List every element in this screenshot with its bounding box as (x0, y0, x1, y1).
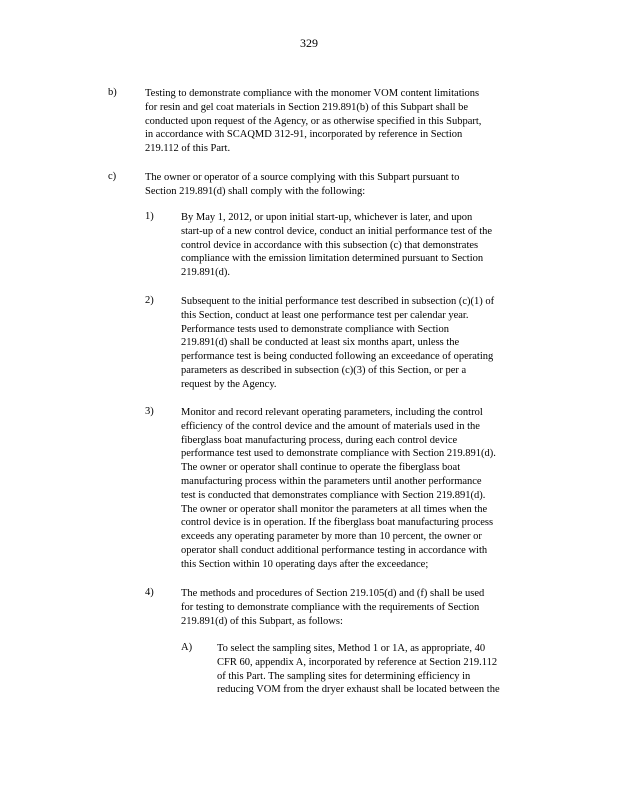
text-line: this Section within 10 operating days after the exceedance; (181, 558, 429, 570)
paragraph-label-2: 2) (145, 295, 154, 306)
text-line: this Section, conduct at least one performance test per calendar year. (181, 309, 469, 321)
paragraph-label-4: 4) (145, 587, 154, 598)
text-line: The owner or operator of a source complying with this Subpart pursuant to (145, 172, 460, 183)
paragraph-label-1: 1) (145, 211, 154, 222)
text-line: 219.112 of this Part. (145, 143, 231, 155)
text-line: exceeds any operating parameter by more than 10 percent, the owner or (181, 531, 482, 543)
paragraph-2-text (181, 295, 494, 392)
paragraph-label-3: 3) (145, 406, 154, 417)
text-line: 219.891(d) of this Subpart, as follows: (181, 615, 343, 627)
text-line: 219.891(d). (181, 267, 230, 279)
text-line: CFR 60, appendix A, incorporated by reference at Section 219.112 (217, 656, 498, 668)
text-line: By May 1, 2012, or upon initial start-up, whichever is later, and upon (181, 212, 473, 223)
paragraph-3-text (181, 406, 496, 572)
text-line: start-up of a new control device, conduct an initial performance test of the (181, 225, 493, 237)
text-line: conducted upon request of the Agency, or as otherwise specified in this Subpart, (145, 115, 482, 127)
text-line: control device is in operation. If the fiberglass boat manufacturing process (181, 517, 494, 529)
text-line: for testing to demonstrate compliance with the requirements of Section (181, 601, 480, 613)
paragraph-label-b: b) (108, 87, 117, 98)
text-line: in accordance with SCAQMD 312-91, incorporated by reference in Section (145, 129, 463, 141)
paragraph-b-text (145, 87, 481, 156)
text-line: for resin and gel coat materials in Section 219.891(b) of this Subpart shall be (145, 101, 469, 113)
paragraph-4-text (181, 587, 484, 628)
text-line: request by the Agency. (181, 378, 277, 390)
text-line: To select the sampling sites, Method 1 or 1A, as appropriate, 40 (217, 643, 486, 654)
text-line: Subsequent to the initial performance test described in subsection (c)(1) of (181, 296, 495, 307)
text-line: The owner or operator shall continue to operate the fiberglass boat (181, 462, 461, 474)
text-line: compliance with the emission limitation determined pursuant to Section (181, 253, 484, 265)
text-line: manufacturing process within the parameters until another performance (181, 475, 482, 487)
text-line: fiberglass boat manufacturing process, during each control device (181, 434, 458, 446)
text-line: control device in accordance with this subsection (c) that demonstrates (181, 239, 479, 251)
text-line: performance test used to demonstrate compliance with Section 219.891(d). (181, 448, 496, 460)
paragraph-a-text (217, 642, 500, 697)
paragraph-label-c: c) (108, 171, 117, 182)
text-line: test is conducted that demonstrates compliance with Section 219.891(d). (181, 489, 486, 501)
text-line: The owner or operator shall monitor the parameters at all times when the (181, 503, 488, 515)
text-line: efficiency of the control device and the amount of materials used in the (181, 420, 480, 432)
text-line: Monitor and record relevant operating parameters, including the control (181, 407, 483, 418)
text-line: 219.891(d) shall be conducted at least six months apart, unless the (181, 337, 460, 349)
text-line: Testing to demonstrate compliance with the monomer VOM content limitations (145, 88, 480, 99)
text-line: performance test is being conducted following an exceedance of operating (181, 351, 494, 363)
text-line: of this Part. The sampling sites for determining efficiency in (217, 670, 471, 682)
paragraph-label-a: A) (181, 642, 193, 653)
text-line: operator shall conduct additional performance testing in accordance with (181, 544, 488, 556)
paragraph-c-text (145, 171, 459, 199)
paragraph-1-text (181, 211, 492, 280)
text-line: reducing VOM from the dryer exhaust shall be located between the (217, 684, 500, 696)
text-line: parameters as described in subsection (c)(3) of this Section, or per a (181, 364, 467, 376)
page-number: 329 (300, 36, 318, 50)
text-line: Section 219.891(d) shall comply with the following: (145, 185, 366, 197)
text-line: Performance tests used to demonstrate compliance with Section (181, 323, 449, 335)
text-line: The methods and procedures of Section 219.105(d) and (f) shall be used (181, 588, 485, 599)
